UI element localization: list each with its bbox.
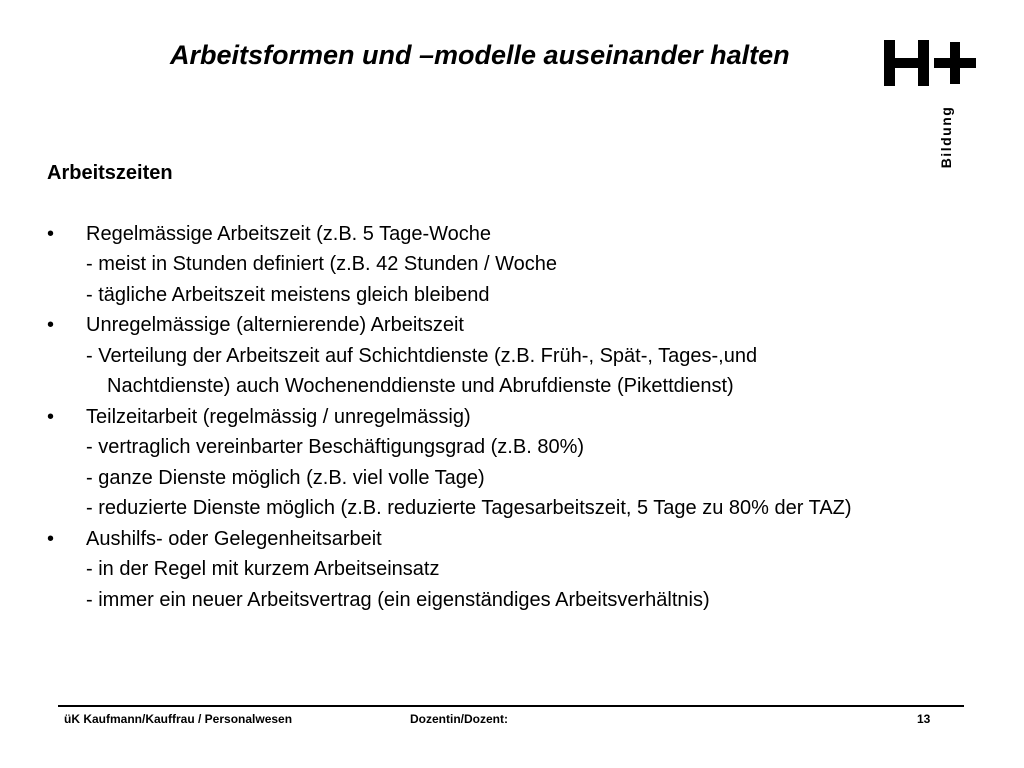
bullet-item — [47, 402, 987, 524]
bullet-text: Regelmässige Arbeitszeit (z.B. 5 Tage-Woche — [86, 222, 492, 245]
h-plus-bildung-logo — [884, 40, 976, 170]
bullet-text: Teilzeitarbeit (regelmässig / unregelmässig) — [86, 405, 471, 428]
sub-point: - Verteilung der Arbeitszeit auf Schichtdienste (z.B. Früh-, Spät-, Tages-,und — [86, 344, 758, 367]
page-number: 13 — [917, 712, 931, 726]
logo-word-text: Bildung — [938, 105, 954, 169]
bullet-dot: • — [47, 527, 55, 550]
sub-point-continuation: Nachtdienste) auch Wochenenddienste und Abrufdienste (Pikettdienst) — [107, 375, 734, 397]
bullet-text: Aushilfs- oder Gelegenheitsarbeit — [86, 527, 382, 550]
sub-point: - reduzierte Dienste möglich (z.B. reduzierte Tagesarbeitszeit, 5 Tage zu 80% der TAZ) — [86, 497, 852, 519]
bullet-text: Unregelmässige (alternierende) Arbeitszeit — [86, 314, 464, 336]
bullet-item — [47, 524, 987, 616]
sub-point: - tägliche Arbeitszeit meistens gleich bleibend — [86, 283, 490, 306]
bullet-dot: • — [47, 222, 55, 245]
h-plus-logo-icon — [884, 40, 976, 86]
bullet-item — [47, 310, 987, 402]
sub-point: - ganze Dienste möglich (z.B. viel volle Tage) — [86, 466, 485, 489]
bullet-list — [47, 219, 987, 616]
bullet-item — [47, 219, 987, 311]
bullet-dot: • — [47, 314, 55, 336]
sub-point: - vertraglich vereinbarter Beschäftigungsgrad (z.B. 80%) — [86, 436, 585, 458]
sub-point: - immer ein neuer Arbeitsvertrag (ein eigenständiges Arbeitsverhältnis) — [86, 588, 710, 611]
footer-course: üK Kaufmann/Kauffrau / Personalwesen — [64, 712, 293, 726]
sub-point: - in der Regel mit kurzem Arbeitseinsatz — [86, 558, 440, 580]
footer-divider — [58, 705, 964, 707]
footer-lecturer: Dozentin/Dozent: — [410, 712, 508, 726]
slide-title: Arbeitsformen und –modelle auseinander halten — [170, 40, 790, 70]
bullet-dot: • — [47, 405, 55, 428]
sub-point: - meist in Stunden definiert (z.B. 42 Stunden / Woche — [86, 253, 557, 275]
section-heading: Arbeitszeiten — [47, 162, 173, 184]
slide-content — [47, 158, 987, 615]
